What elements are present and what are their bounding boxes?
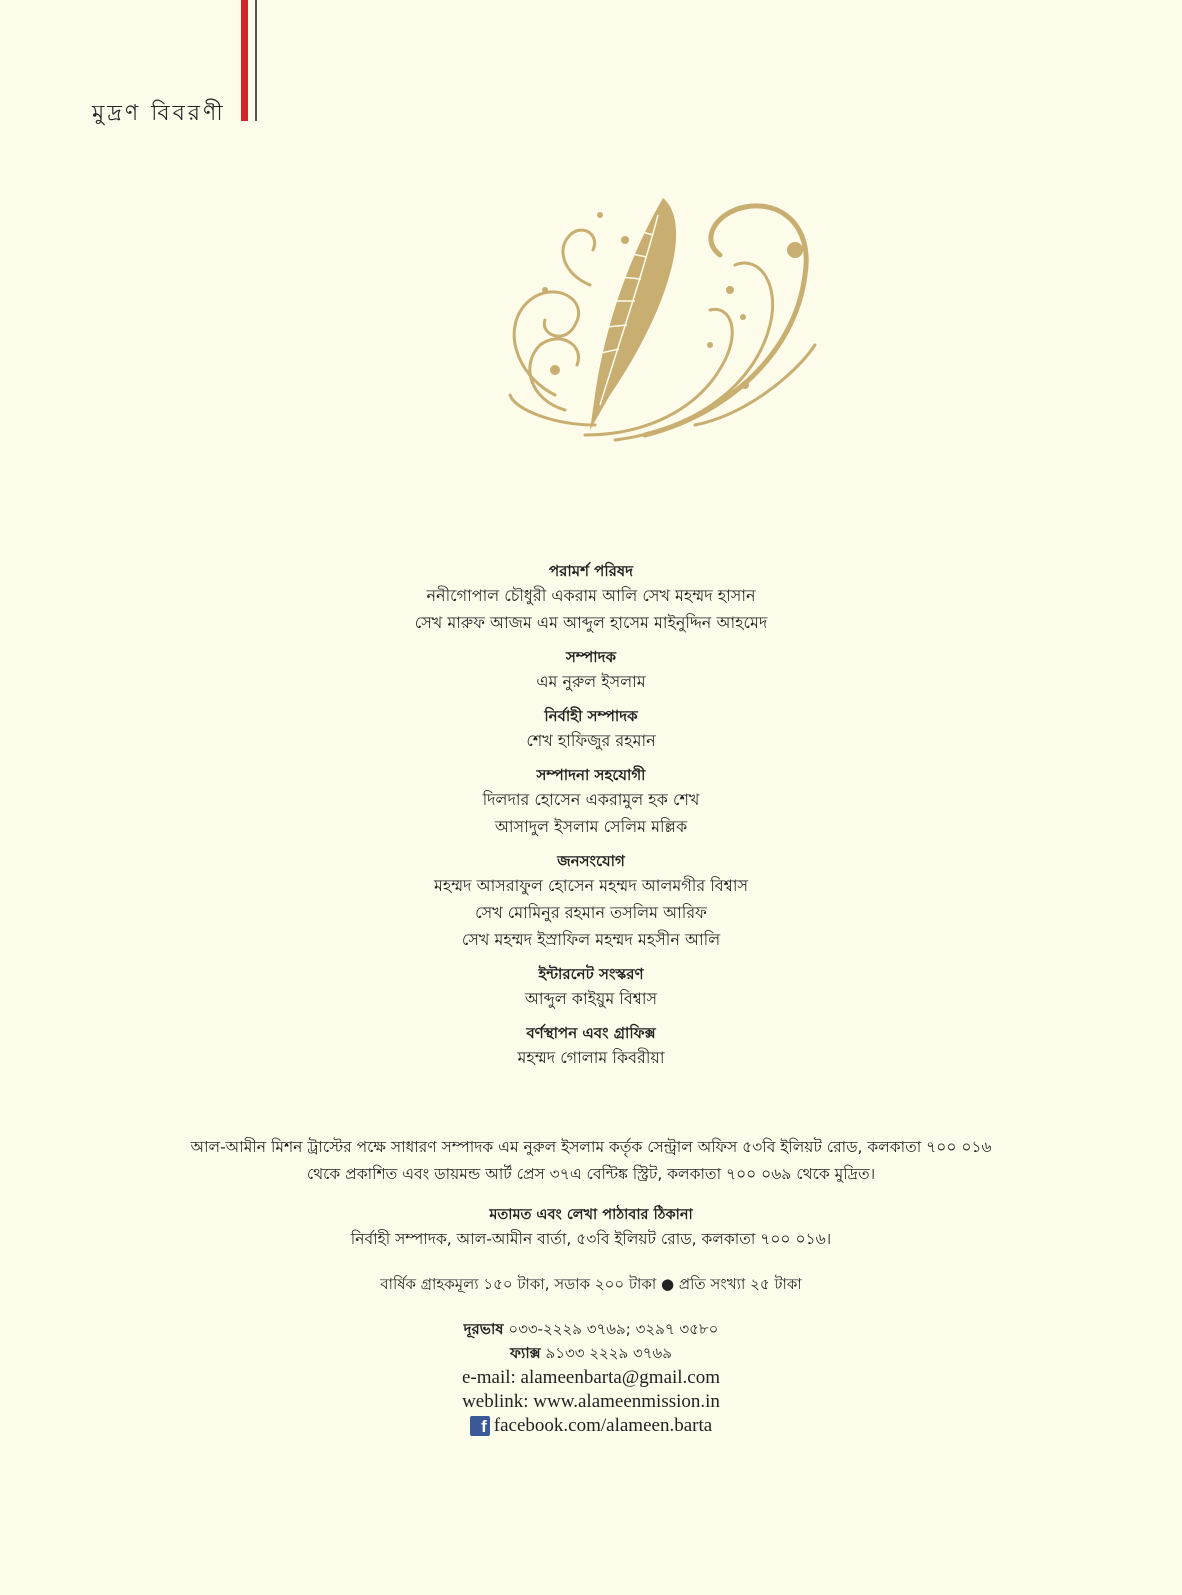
credit-role: পরামর্শ পরিষদ [548, 562, 634, 580]
credit-names: আসাদুল ইসলাম সেলিম মল্লিক [494, 817, 688, 836]
credit-role: নির্বাহী সম্পাদক [544, 707, 638, 725]
credit-names: দিলদার হোসেন একরামুল হক শেখ [482, 790, 700, 809]
bullet-separator: ● [661, 1275, 675, 1293]
annual-price: বার্ষিক গ্রাহকমূল্য ১৫০ টাকা, সডাক ২০০ টাকা [380, 1275, 657, 1293]
credit-role: বর্ণস্থাপন এবং গ্রাফিক্স [526, 1024, 656, 1042]
phone-fax-block [0, 1317, 1182, 1365]
credit-names: শেখ হাফিজুর রহমান [526, 731, 656, 750]
credit-names: সেখ মারুফ আজম এম আব্দুল হাসেম মাইনুদ্দিন আহমেদ [414, 613, 768, 632]
facebook-icon: f [470, 1416, 490, 1436]
credit-names: মহম্মদ আসরাফুল হোসেন মহম্মদ আলমগীর বিশ্বাস [433, 876, 749, 895]
facebook-url[interactable]: facebook.com/alameen.barta [493, 1415, 713, 1436]
credit-names: এম নুরুল ইসলাম [536, 672, 646, 691]
section-title: মুদ্রণ বিবরণী [92, 101, 226, 126]
credit-names: সেখ মোমিনুর রহমান তসলিম আরিফ [475, 903, 707, 922]
credit-names: সেখ মহম্মদ ইস্রাফিল মহম্মদ মহসীন আলি [461, 930, 721, 949]
phone-value: ০৩৩-২২২৯ ৩৭৬৯; ৩২৯৭ ৩৫৮০ [508, 1320, 719, 1338]
online-links [0, 1366, 1182, 1439]
credit-names: ননীগোপাল চৌধুরী একরাম আলি সেখ মহম্মদ হাসান [426, 586, 756, 605]
header-red-bar [241, 0, 248, 121]
credit-role: জনসংযোগ [557, 852, 625, 870]
quill-feather-icon [495, 195, 835, 450]
contact-title: মতামত এবং লেখা পাঠাবার ঠিকানা [489, 1207, 693, 1223]
credit-role: সম্পাদনা সহযোগী [536, 766, 646, 784]
fax-value: ৯১৩৩ ২২২৯ ৩৭৬৯ [545, 1344, 672, 1362]
email-link[interactable]: e-mail: alameenbarta@gmail.com [461, 1367, 721, 1388]
phone-label: দূরভাষ [463, 1320, 504, 1338]
credit-role: ইন্টারনেট সংস্করণ [538, 965, 644, 983]
publication-info [0, 1134, 1182, 1188]
credits-list [0, 560, 1182, 1071]
subscription-price [0, 1272, 1182, 1296]
publication-line-2: থেকে প্রকাশিত এবং ডায়মন্ড আর্ট প্রেস ৩৭এ বেন্টিঙ্ক স্ট্রিট, কলকাতা ৭০০ ০৬৯ থেকে মুদ্রিত। [306, 1165, 876, 1183]
contact-address-block [0, 1204, 1182, 1253]
publication-line-1: আল-আমীন মিশন ট্রাস্টের পক্ষে সাধারণ সম্পাদক এম নুরুল ইসলাম কর্তৃক সেন্ট্রাল অফিস ৫৩বি ইলিয়ট রোড, কলকাতা ৭০০ ০১৬ [190, 1138, 992, 1156]
credit-names: আব্দুল কাইয়ুম বিশ্বাস [524, 989, 658, 1008]
credit-role: সম্পাদক [565, 648, 616, 666]
phone-row [0, 1317, 1182, 1341]
fax-label: ফ্যাক্স [510, 1344, 541, 1362]
website-link[interactable]: weblink: www.alameenmission.in [462, 1391, 720, 1412]
fax-row [0, 1341, 1182, 1365]
contact-address: নির্বাহী সম্পাদক, আল-আমীন বার্তা, ৫৩বি ইলিয়ট রোড, কলকাতা ৭০০ ০১৬। [350, 1230, 832, 1248]
facebook-link[interactable] [470, 1414, 712, 1438]
header-divider-line [255, 0, 257, 121]
credit-names: মহম্মদ গোলাম কিবরীয়া [517, 1048, 665, 1067]
per-issue-price: প্রতি সংখ্যা ২৫ টাকা [678, 1275, 802, 1293]
